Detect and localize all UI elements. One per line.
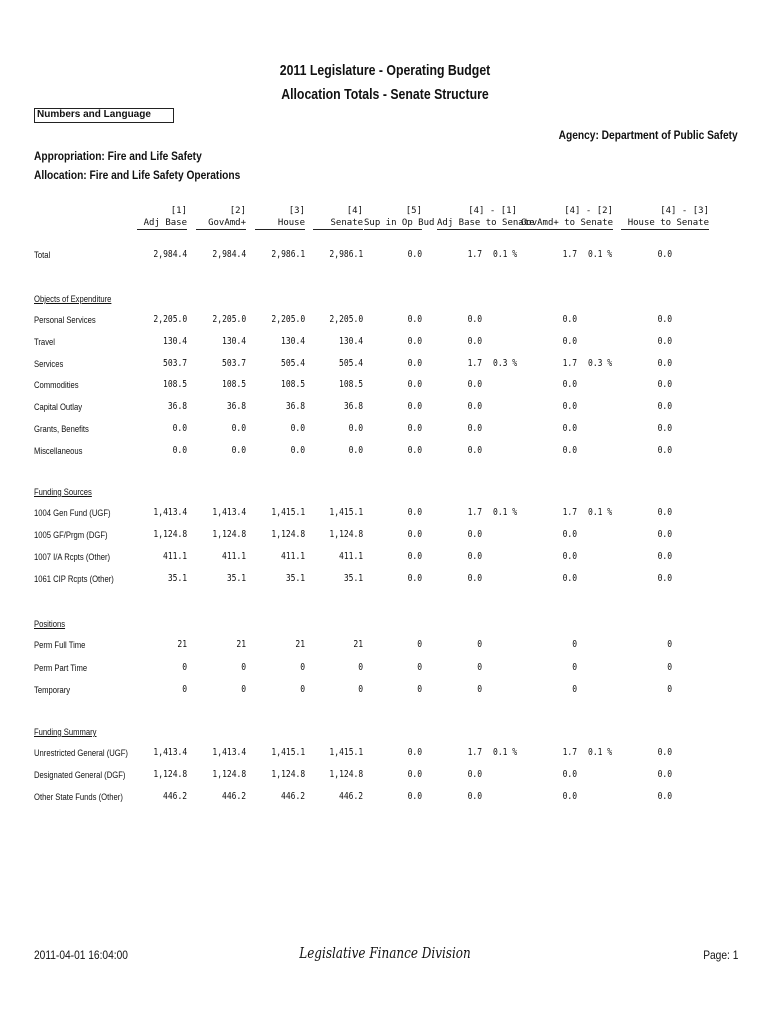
cell-value: 1,415.1 [271, 507, 305, 518]
column-header-name: Senate [313, 217, 363, 230]
cell-value: 411.1 [338, 551, 363, 562]
cell-value: 1,124.8 [153, 769, 187, 780]
cell-value: 0 [417, 684, 422, 695]
cell-value: 0 [572, 684, 577, 695]
row-label: Capital Outlay [34, 402, 83, 412]
cell-value: 0.0 [467, 551, 482, 562]
cell-value: 0.0 [172, 423, 187, 434]
cell-value: 36.8 [285, 401, 305, 412]
cell-value: 0.0 [657, 551, 672, 562]
cell-value: 2,984.4 [153, 249, 187, 260]
cell-value: 0.0 [657, 529, 672, 540]
cell-value: 108.5 [162, 379, 187, 390]
cell-value: 0.0 [231, 423, 246, 434]
column-header-number: [4] - [2] [564, 206, 613, 216]
cell-value: 0.0 [562, 791, 577, 802]
section-title: Objects of Expenditure [34, 294, 112, 304]
column-header-name: GovAmd+ to Senate [517, 217, 613, 230]
row-label: Unrestricted General (UGF) [34, 748, 128, 758]
cell-value: 0.0 [562, 769, 577, 780]
cell-value: 0 [477, 684, 482, 695]
cell-value: 503.7 [221, 358, 246, 369]
report-title: 2011 Legislature - Operating Budget [279, 62, 491, 79]
cell-value: 2,205.0 [271, 314, 305, 325]
column-header-name: Sup in Op Bud [364, 218, 435, 228]
column-header-number: [4] - [3] [660, 206, 709, 216]
row-label: Perm Part Time [34, 663, 88, 673]
cell-value: 0.3 % [587, 358, 612, 369]
cell-value: 0.0 [562, 573, 577, 584]
cell-value: 0 [572, 662, 577, 673]
cell-value: 0.0 [407, 358, 422, 369]
cell-value: 0.0 [467, 314, 482, 325]
row-label: 1004 Gen Fund (UGF) [34, 508, 111, 518]
cell-value: 1,124.8 [271, 769, 305, 780]
cell-value: 446.2 [338, 791, 363, 802]
cell-value: 0.0 [407, 401, 422, 412]
cell-value: 36.8 [343, 401, 363, 412]
cell-value: 0 [358, 684, 363, 695]
cell-value: 130.4 [338, 336, 363, 347]
cell-value: 1.7 [467, 249, 482, 260]
column-header [255, 205, 305, 230]
cell-value: 1.7 [562, 249, 577, 260]
cell-value: 108.5 [338, 379, 363, 390]
cell-value: 411.1 [280, 551, 305, 562]
cell-value: 503.7 [162, 358, 187, 369]
cell-value: 0.0 [562, 401, 577, 412]
cell-value: 0.0 [467, 769, 482, 780]
cell-value: 1.7 [562, 507, 577, 518]
cell-value: 505.4 [338, 358, 363, 369]
cell-value: 0.0 [407, 507, 422, 518]
column-header [437, 205, 535, 230]
cell-value: 0 [417, 662, 422, 673]
row-label: Perm Full Time [34, 640, 86, 650]
cell-value: 2,984.4 [212, 249, 246, 260]
cell-value: 1,415.1 [329, 507, 363, 518]
cell-value: 21 [177, 639, 187, 650]
row-label: Total [34, 250, 51, 260]
row-label: 1005 GF/Prgm (DGF) [34, 530, 108, 540]
cell-value: 0.0 [657, 401, 672, 412]
cell-value: 1,124.8 [212, 529, 246, 540]
cell-value: 1,413.4 [212, 507, 246, 518]
cell-value: 0 [572, 639, 577, 650]
cell-value: 35.1 [226, 573, 246, 584]
cell-value: 0.0 [562, 445, 577, 456]
cell-value: 1,124.8 [271, 529, 305, 540]
cell-value: 1.7 [562, 358, 577, 369]
column-header [364, 205, 435, 230]
cell-value: 1,415.1 [271, 747, 305, 758]
cell-value: 1,413.4 [212, 747, 246, 758]
cell-value: 1,124.8 [329, 529, 363, 540]
cell-value: 0.0 [407, 423, 422, 434]
cell-value: 130.4 [221, 336, 246, 347]
cell-value: 0.0 [407, 529, 422, 540]
cell-value: 0 [182, 662, 187, 673]
cell-value: 0.0 [657, 791, 672, 802]
cell-value: 0 [667, 684, 672, 695]
cell-value: 0.0 [407, 379, 422, 390]
cell-value: 0.1 % [587, 507, 612, 518]
cell-value: 0.0 [290, 445, 305, 456]
cell-value: 1.7 [562, 747, 577, 758]
row-label: Designated General (DGF) [34, 770, 126, 780]
section-title: Positions [34, 619, 66, 629]
column-header [137, 205, 187, 230]
cell-value: 2,986.1 [271, 249, 305, 260]
column-header-name: Adj Base to Senate [437, 218, 535, 228]
cell-value: 0.0 [467, 379, 482, 390]
cell-value: 0.0 [407, 445, 422, 456]
cell-value: 108.5 [221, 379, 246, 390]
cell-value: 0 [477, 639, 482, 650]
cell-value: 0 [300, 684, 305, 695]
cell-value: 1,124.8 [153, 529, 187, 540]
cell-value: 1,415.1 [329, 747, 363, 758]
cell-value: 0 [241, 662, 246, 673]
cell-value: 0.0 [657, 423, 672, 434]
cell-value: 0.0 [407, 769, 422, 780]
cell-value: 0.0 [467, 573, 482, 584]
row-label: Grants, Benefits [34, 424, 89, 434]
cell-value: 0.0 [407, 747, 422, 758]
cell-value: 0 [667, 662, 672, 673]
cell-value: 0.0 [657, 507, 672, 518]
cell-value: 0.0 [467, 791, 482, 802]
cell-value: 0.0 [467, 423, 482, 434]
cell-value: 130.4 [162, 336, 187, 347]
cell-value: 2,205.0 [329, 314, 363, 325]
allocation-label: Allocation: Fire and Life Safety Operations [34, 168, 241, 182]
cell-value: 0.0 [562, 423, 577, 434]
column-header-name: House [255, 217, 305, 230]
appropriation-label: Appropriation: Fire and Life Safety [34, 149, 202, 163]
numbers-language-box: Numbers and Language [34, 108, 174, 123]
cell-value: 35.1 [343, 573, 363, 584]
cell-value: 1.7 [467, 747, 482, 758]
cell-value: 0.0 [407, 573, 422, 584]
cell-value: 21 [353, 639, 363, 650]
footer-page-number: Page: 1 [702, 948, 738, 962]
cell-value: 0.0 [657, 445, 672, 456]
cell-value: 0.0 [172, 445, 187, 456]
cell-value: 0.0 [348, 445, 363, 456]
section-title: Funding Summary [34, 727, 97, 737]
cell-value: 1.7 [467, 507, 482, 518]
cell-value: 0.0 [407, 791, 422, 802]
cell-value: 0.0 [657, 336, 672, 347]
cell-value: 0.1 % [587, 747, 612, 758]
report-subtitle: Allocation Totals - Senate Structure [281, 86, 489, 103]
column-header [313, 205, 363, 230]
cell-value: 0 [417, 639, 422, 650]
cell-value: 0.0 [562, 314, 577, 325]
row-label: Temporary [34, 685, 71, 695]
column-header [196, 205, 246, 230]
row-label: Commodities [34, 380, 79, 390]
cell-value: 0.0 [407, 336, 422, 347]
column-header-name: Adj Base [137, 217, 187, 230]
cell-value: 411.1 [162, 551, 187, 562]
cell-value: 35.1 [167, 573, 187, 584]
cell-value: 36.8 [167, 401, 187, 412]
cell-value: 108.5 [280, 379, 305, 390]
cell-value: 0.0 [562, 379, 577, 390]
cell-value: 446.2 [221, 791, 246, 802]
cell-value: 1.7 [467, 358, 482, 369]
cell-value: 0.0 [290, 423, 305, 434]
cell-value: 21 [295, 639, 305, 650]
cell-value: 0.0 [657, 573, 672, 584]
cell-value: 0.0 [348, 423, 363, 434]
row-label: Personal Services [34, 315, 96, 325]
cell-value: 0.0 [231, 445, 246, 456]
cell-value: 505.4 [280, 358, 305, 369]
cell-value: 36.8 [226, 401, 246, 412]
column-header [517, 205, 613, 230]
row-label: Services [34, 359, 64, 369]
agency-label: Agency: Department of Public Safety [558, 128, 738, 142]
cell-value: 0.0 [657, 358, 672, 369]
cell-value: 0.1 % [587, 249, 612, 260]
cell-value: 0.0 [657, 747, 672, 758]
column-header-number: [4] [346, 206, 363, 216]
cell-value: 1,124.8 [212, 769, 246, 780]
cell-value: 0.1 % [492, 747, 517, 758]
column-header-number: [4] - [1] [468, 206, 517, 216]
cell-value: 0.0 [562, 551, 577, 562]
cell-value: 411.1 [221, 551, 246, 562]
cell-value: 0 [358, 662, 363, 673]
cell-value: 35.1 [285, 573, 305, 584]
cell-value: 0 [477, 662, 482, 673]
row-label: Miscellaneous [34, 446, 83, 456]
cell-value: 0 [667, 639, 672, 650]
column-header-name: GovAmd+ [196, 217, 246, 230]
cell-value: 1,413.4 [153, 747, 187, 758]
cell-value: 0.0 [407, 249, 422, 260]
cell-value: 0.0 [467, 529, 482, 540]
cell-value: 0.0 [407, 314, 422, 325]
footer-division: Legislative Finance Division [299, 944, 471, 962]
column-header [621, 205, 709, 230]
cell-value: 0.0 [657, 769, 672, 780]
cell-value: 1,413.4 [153, 507, 187, 518]
cell-value: 0 [182, 684, 187, 695]
cell-value: 0.0 [657, 249, 672, 260]
column-header-number: [5] [405, 206, 422, 216]
cell-value: 1,124.8 [329, 769, 363, 780]
cell-value: 0.3 % [492, 358, 517, 369]
cell-value: 446.2 [162, 791, 187, 802]
column-header-number: [3] [288, 206, 305, 216]
cell-value: 0.0 [562, 529, 577, 540]
section-title: Funding Sources [34, 487, 92, 497]
cell-value: 130.4 [280, 336, 305, 347]
column-header-number: [1] [170, 206, 187, 216]
column-header-name: House to Senate [621, 217, 709, 230]
cell-value: 0.0 [467, 401, 482, 412]
cell-value: 0.0 [407, 551, 422, 562]
cell-value: 2,986.1 [329, 249, 363, 260]
cell-value: 0.0 [657, 379, 672, 390]
cell-value: 0 [300, 662, 305, 673]
cell-value: 0.0 [467, 445, 482, 456]
row-label: Travel [34, 337, 55, 347]
cell-value: 0.0 [467, 336, 482, 347]
cell-value: 21 [236, 639, 246, 650]
cell-value: 0.1 % [492, 249, 517, 260]
cell-value: 0.0 [562, 336, 577, 347]
cell-value: 0.1 % [492, 507, 517, 518]
row-label: 1007 I/A Rcpts (Other) [34, 552, 111, 562]
row-label: Other State Funds (Other) [34, 792, 123, 802]
cell-value: 0 [241, 684, 246, 695]
cell-value: 0.0 [657, 314, 672, 325]
cell-value: 2,205.0 [153, 314, 187, 325]
footer-timestamp: 2011-04-01 16:04:00 [34, 948, 128, 962]
cell-value: 446.2 [280, 791, 305, 802]
column-header-number: [2] [229, 206, 246, 216]
row-label: 1061 CIP Rcpts (Other) [34, 574, 114, 584]
cell-value: 2,205.0 [212, 314, 246, 325]
